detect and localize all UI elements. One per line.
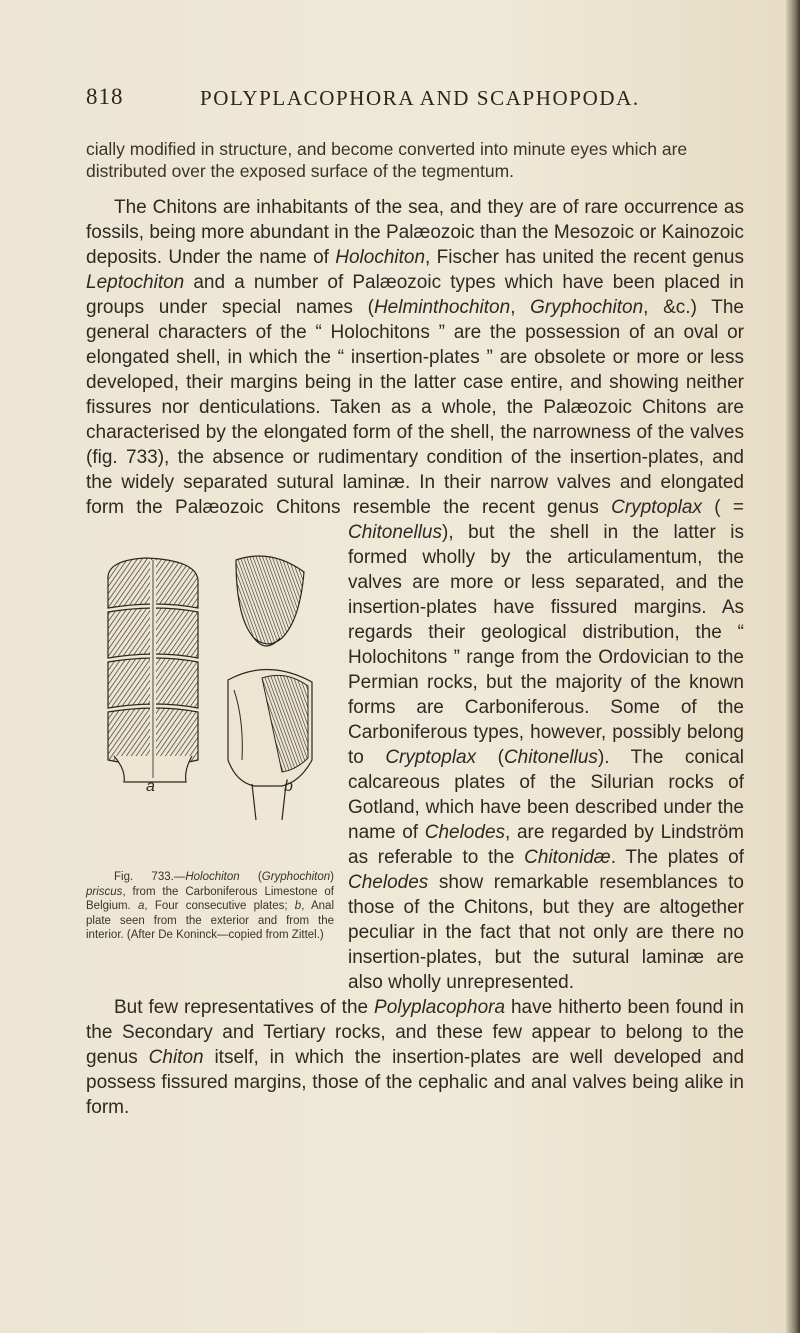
genus-name: Chelodes (424, 822, 506, 843)
page-number: 818 (86, 84, 124, 109)
family-name: Chitonidæ (524, 847, 611, 868)
caption-label-a: a (137, 900, 145, 912)
paragraph-1 (86, 195, 744, 995)
text-run: , Anal plate seen from the exterior and from the interior. (After De Koninck—copied from Zittel.) (86, 900, 334, 941)
main-text (86, 195, 744, 1120)
text-run: , (510, 297, 531, 318)
text-run: ). The conical calcareous plates of the Silurian rocks of Gotland, which have been described under the name of (348, 747, 745, 843)
caption-lead: Fig. 733.— (114, 871, 186, 883)
genus-name: Chiton (148, 1047, 204, 1068)
text-run: and a number of Palæozoic types which have been placed in groups under special names ( (86, 272, 744, 318)
text-run: . The plates of (610, 847, 745, 868)
text-run: ( = (701, 497, 745, 518)
text-run: ) (330, 871, 334, 883)
figure-label-b: b (284, 778, 293, 795)
genus-name: Cryptoplax (385, 747, 477, 768)
running-title: POLYPLACOPHORA AND SCAPHOPODA. (200, 86, 640, 110)
text-run: have hitherto been found in the Secondary and Tertiary rocks, and these few appear to belong to the genus (86, 997, 744, 1068)
chiton-plates-illustration (86, 520, 338, 860)
anal-plate-exterior (236, 556, 304, 646)
intro-text: cially modified in structure, and become converted into minute eyes which are distributed over the exposed surface of the tegmentum. (86, 139, 688, 181)
genus-name: Helminthochiton (373, 297, 511, 318)
caption-label-b: b (294, 900, 302, 912)
text-run: ), but the shell in the latter is formed wholly by the articulamentum, the valves are more or less separated, and the insertion-plates have fissured margins. As regards their geological distribution, the “ Holochitons ” range from the Ordovician to the Permian rocks, but the majority of the known forms are Carboniferous. Some of the Carboniferous types, however, possibly belong to (348, 522, 744, 768)
book-spine-shadow (786, 0, 800, 1333)
text-run: But few representatives of the (114, 997, 375, 1018)
text-run: ( (239, 871, 262, 883)
text-run: The Chitons are inhabitants of the sea, and they are of rare occurrence as fossils, being more abundant in the Palæozoic than the Mesozoic or Kainozoic deposits. Under the name of (86, 197, 744, 268)
text-run: , Four consecutive plates; (144, 900, 295, 912)
figure-label-a: a (146, 778, 155, 795)
figure-caption (86, 870, 334, 943)
plates-a (108, 558, 198, 782)
genus-name: Cryptoplax (611, 497, 702, 518)
text-run: itself, in which the insertion-plates are well developed and possess fissured margins, those of the cephalic and anal valves being alike in form. (86, 1047, 745, 1118)
figure-733 (86, 520, 338, 972)
group-name: Polyplacophora (374, 997, 506, 1018)
page-header (0, 84, 800, 114)
caption-genus: Holochiton (185, 871, 240, 883)
caption-species: priscus (86, 885, 123, 898)
genus-name: Chitonellus (503, 747, 598, 768)
text-run: , &c.) The general characters of the “ Holochitons ” are the possession of an oval or elongated shell, in which the “ insertion-plates ” are obsolete or more or less developed, their margins being in the latter case entire, and showing neither fissures nor denticulations. Taken as a whole, the Palæozoic Chitons are characterised by the elongated form of the shell, the narrowness of the valves (fig. 733), the absence or rudimentary condition of the insertion-plates, and the widely separated sutural laminæ. In their narrow valves and elongated form the Palæozoic Chitons resemble the recent genus (86, 297, 744, 518)
text-run: ( (476, 747, 504, 768)
genus-name: Holochiton (335, 247, 426, 268)
text-run: , from the Carboniferous Limestone of Belgium. (86, 885, 334, 912)
text-run: show remarkable resemblances to those of the Chitons, but they are altogether peculiar in the fact that not only are there no insertion-plates, but the sutural laminæ are also wholly unrepresented. (348, 872, 744, 993)
text-run: , Fischer has united the recent genus (425, 247, 744, 268)
paragraph-2 (86, 995, 744, 1120)
genus-name: Chelodes (348, 872, 429, 893)
genus-name: Leptochiton (86, 272, 185, 293)
paragraph-1-continued (348, 497, 744, 993)
text-run: , are regarded by Lindström as referable to the (348, 822, 744, 868)
genus-name: Gryphochiton (530, 297, 644, 318)
caption-subgenus: Gryphochiton (261, 871, 331, 883)
genus-name: Chitonellus (348, 522, 442, 543)
